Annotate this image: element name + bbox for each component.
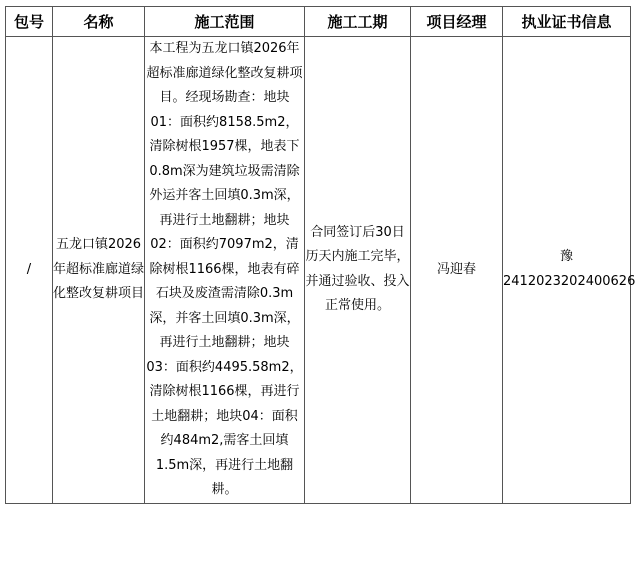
header-period: 施工工期 (305, 7, 411, 37)
cell-certificate (503, 37, 636, 504)
header-manager: 项目经理 (411, 7, 503, 37)
certificate-number: 2412023202400626 (503, 273, 636, 289)
cell-package-no: / (6, 37, 53, 504)
header-name: 名称 (53, 7, 145, 37)
header-package-no: 包号 (6, 7, 53, 37)
header-row (6, 7, 631, 37)
cell-period: 合同签订后30日历天内施工完毕，并通过验收、投入正常使用。 (305, 37, 411, 504)
cell-project-name: 五龙口镇2026年超标准廊道绿化整改复耕项目 (53, 37, 145, 504)
table-row (6, 37, 631, 504)
header-certificate: 执业证书信息 (503, 7, 631, 37)
cell-scope: 本工程为五龙口镇2026年超标准廊道绿化整改复耕项目。经现场勘查：地块01：面积约8158.5m2，清除树根1957棵，地表下0.8m深为建筑垃圾需清除外运并客土回填0.3m深，再进行土地翻耕；地块02：面积约7097m2，清除树根1166棵，地表有碎石块及废渣需清除0.3m深，并客土回填0.3m深，再进行土地翻耕；地块03：面积约4495.58m2，清除树根1166棵，再进行土地翻耕；地块04：面积约484m2,需客土回填1.5m深，再进行土地翻耕。 (145, 37, 305, 504)
certificate-label: 豫 (559, 249, 573, 265)
cell-manager: 冯迎春 (411, 37, 503, 504)
header-scope: 施工范围 (145, 7, 305, 37)
project-info-table (5, 6, 636, 504)
